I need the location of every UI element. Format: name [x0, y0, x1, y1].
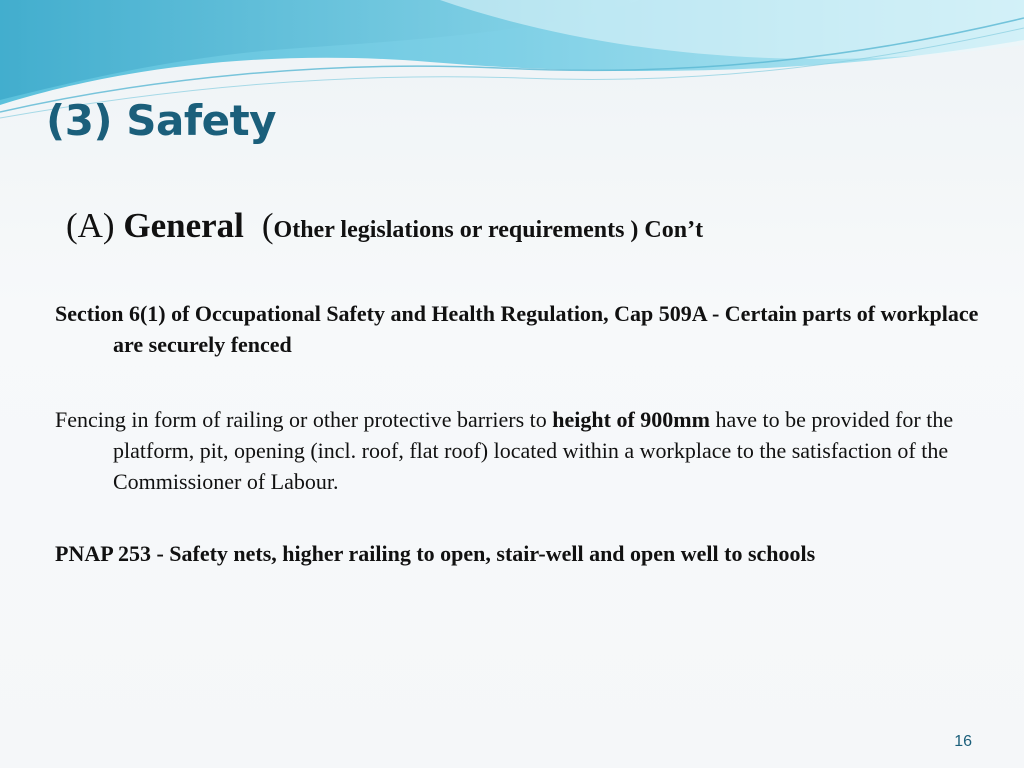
page-number: 16 — [954, 733, 972, 750]
paragraph-pnap-253: PNAP 253 - Safety nets, higher railing to open, stair-well and open well to schools — [55, 541, 816, 566]
paragraph-section-6-1: Section 6(1) of Occupational Safety and Health Regulation, Cap 509A - Certain parts of workplace are securely fenced — [55, 301, 979, 357]
subtitle-detail: Other legislations or requirements ) Con’t — [273, 217, 704, 243]
paragraph-fencing — [55, 404, 1013, 497]
section-subtitle — [66, 206, 703, 246]
subtitle-main: General — [123, 206, 244, 245]
fencing-height-emphasis: height of 900mm — [552, 407, 710, 432]
fencing-text-before: Fencing in form of railing or other protective barriers to — [55, 407, 553, 432]
page-title: (3) Safety — [46, 96, 277, 145]
fencing-text-after: have to be provided for the platform, pit, opening (incl. roof, flat roof) located within a workplace to the satisfaction of the Commissioner of Labour. — [113, 407, 954, 494]
subtitle-lead: (A) — [66, 206, 124, 245]
subtitle-paren: ( — [261, 206, 274, 245]
